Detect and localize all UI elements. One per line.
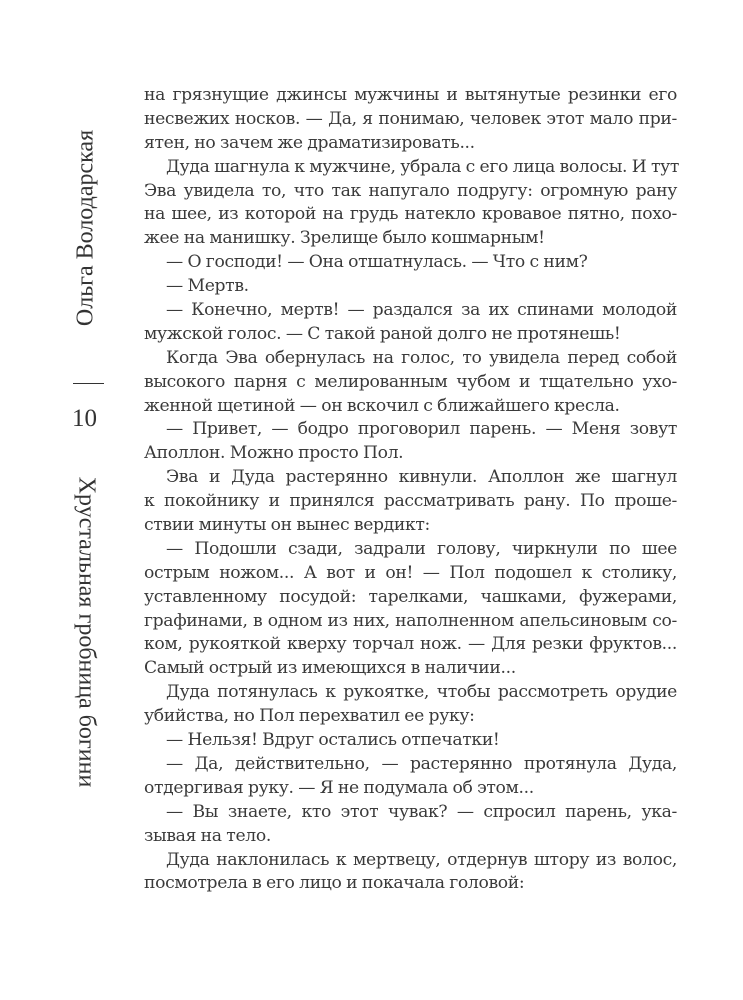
text-line: — Конечно, мертв! — раздался за их спинами молодой (166, 300, 677, 321)
text-line: отдергивая руку. — Я не подумала об этом... (144, 777, 534, 798)
running-head-author: Ольга Володарская (72, 129, 99, 327)
text-line: Эва увидела то, что так напугало подругу: огромную рану (144, 180, 677, 201)
text-line: высокого парня с мелированным чубом и тщательно ухо- (144, 371, 677, 392)
text-line: — Нельзя! Вдруг остались отпечатки! (166, 730, 500, 751)
running-head-book-title: Хрустальная гробница богини (73, 476, 100, 788)
text-line: на грязнущие джинсы мужчины и вытянутые резинки его (144, 85, 677, 105)
text-line: — О господи! — Она отшатнулась. — Что с ним? (166, 252, 588, 273)
text-line: Дуда потянулась к рукоятке, чтобы рассмотреть орудие (166, 682, 677, 703)
text-line: ствии минуты он вынес вердикт: (144, 515, 430, 536)
text-line: убийства, но Пол перехватил ее руку: (144, 706, 475, 727)
text-line: ятен, но зачем же драматизировать... (144, 132, 475, 153)
text-line: несвежих носков. — Да, я понимаю, человек этот мало при- (144, 108, 677, 129)
text-line: посмотрела в его лицо и покачала головой: (144, 873, 525, 894)
body-text (144, 84, 680, 896)
text-line: — Мертв. (166, 276, 249, 297)
text-line: жее на манишку. Зрелище было кошмарным! (144, 228, 545, 249)
text-line: графинами, в одном из них, наполненном апельсиновым со- (144, 610, 677, 631)
text-line: Дуда шагнула к мужчине, убрала с его лица волосы. И тут (166, 156, 680, 177)
running-head-divider (73, 383, 104, 384)
text-line: острым ножом... А вот и он! — Пол подошел к столику, (144, 562, 677, 583)
text-line: к покойнику и принялся рассматривать рану. По проше- (144, 491, 677, 512)
text-line: уставленному посудой: тарелками, чашками, фужерами, (144, 586, 677, 607)
text-line: Дуда наклонилась к мертвецу, отдернув штору из волос, (166, 849, 677, 870)
text-line: ком, рукояткой кверху торчал нож. — Для резки фруктов... (144, 634, 677, 655)
text-line: Самый острый из имеющихся в наличии... (144, 658, 516, 679)
text-line: Аполлон. Можно просто Пол. (144, 443, 404, 464)
page-number: 10 (72, 405, 97, 432)
text-line: Эва и Дуда растерянно кивнули. Аполлон же шагнул (166, 467, 677, 488)
text-line: мужской голос. — С такой раной долго не протянешь! (144, 323, 621, 344)
text-line: на шее, из которой на грудь натекло кровавое пятно, похо- (144, 204, 677, 225)
text-line: — Да, действительно, — растерянно протянула Дуда, (166, 753, 677, 774)
text-line: женной щетиной — он вскочил с ближайшего кресла. (144, 395, 620, 416)
text-line: — Вы знаете, кто этот чувак? — спросил парень, ука- (166, 801, 677, 822)
text-line: зывая на тело. (144, 825, 271, 846)
text-line: Когда Эва обернулась на голос, то увидела перед собой (166, 347, 677, 368)
text-line: — Привет, — бодро проговорил парень. — Меня зовут (166, 419, 677, 440)
text-line: — Подошли сзади, задрали голову, чиркнули по шее (166, 538, 677, 559)
